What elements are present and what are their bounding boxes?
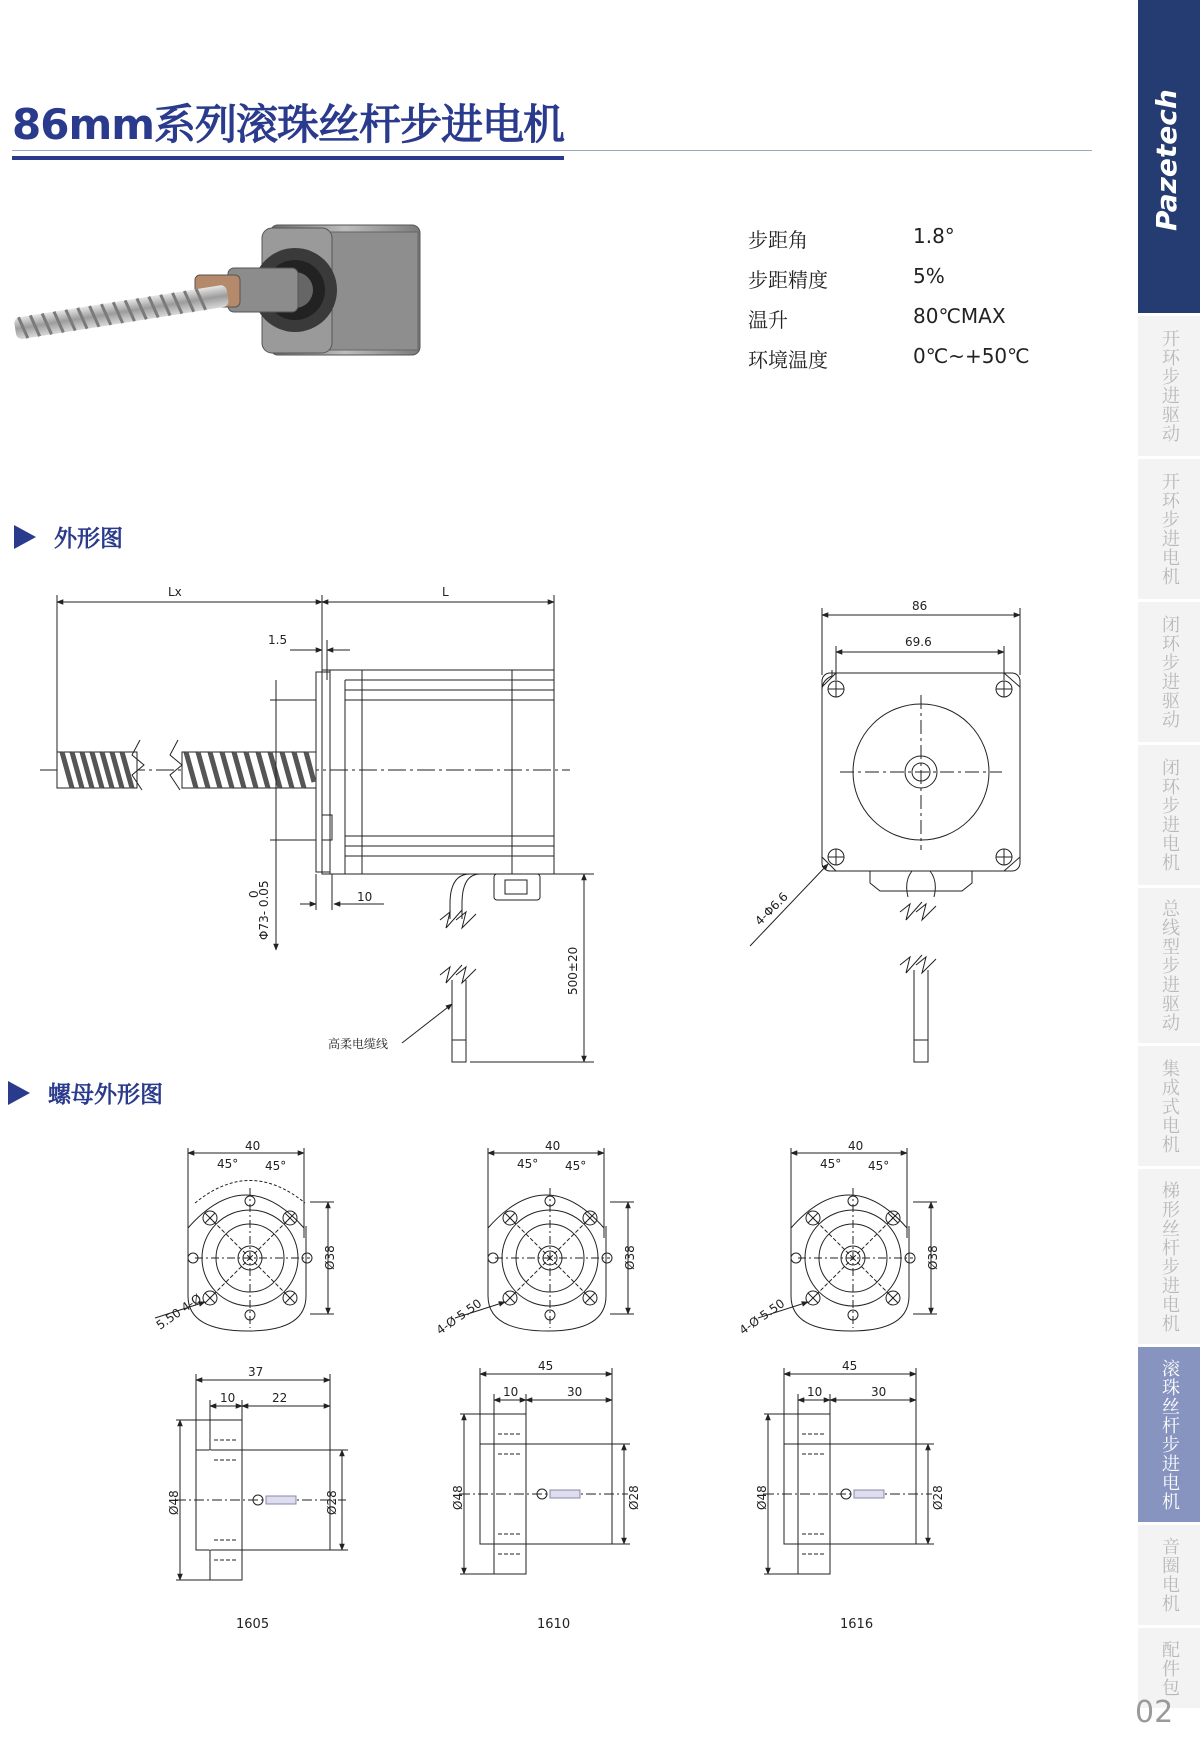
tab-ball-screw-motor[interactable] [1138,1347,1200,1522]
tab-voice-coil-motor[interactable] [1138,1525,1200,1625]
tab-bus-driver[interactable] [1138,888,1200,1043]
nut-length: 37 [248,1365,264,1379]
nut-width: 40 [545,1139,561,1153]
nut-side-view [176,1374,348,1580]
nut-length: 45 [842,1359,858,1373]
nut-model: 1616 [840,1617,874,1632]
sidebar-tabs [1138,316,1200,1711]
nut-angle: 45° [820,1157,842,1171]
section-title: 外形图 [54,526,123,552]
tab-label: 闭环步进电机 [1159,758,1180,872]
nut-bolt-circle: Ø38 [323,1245,337,1270]
nut-width: 40 [848,1139,864,1153]
spec-label: 步距精度 [748,268,828,292]
spec-value: 80℃MAX [913,304,1006,328]
tab-open-loop-motor[interactable] [1138,459,1200,599]
nut-angle: 45° [265,1159,287,1173]
tab-label: 总线型步进驱动 [1159,899,1180,1032]
dim-86: 86 [912,599,928,613]
nut-front-view [758,1148,937,1331]
tab-label: 开环步进电机 [1159,472,1180,586]
nut-flange-dia: Ø48 [755,1485,769,1510]
dim-holes: 4-Φ6.6 [752,889,791,929]
tab-trapezoidal-screw-motor[interactable] [1138,1169,1200,1344]
nut-holes: 5.50 4-Ø [153,1291,205,1333]
spec-value: 0℃~+50℃ [913,344,1030,368]
tab-integrated-motor[interactable] [1138,1046,1200,1166]
nut-angle: 45° [217,1157,239,1171]
dim-phi73-upper: 0 [247,890,261,898]
nut-bolt-circle: Ø38 [623,1245,637,1270]
page-number: 02 [1135,1695,1174,1730]
nut-body: 22 [272,1391,288,1405]
nut-width: 40 [245,1139,261,1153]
dim-10: 10 [357,890,373,904]
outline-front-view [750,608,1020,1062]
tab-closed-loop-motor[interactable] [1138,745,1200,885]
nut-angle: 45° [565,1159,587,1173]
dim-1-5: 1.5 [268,633,288,647]
outline-side-view [40,595,594,1062]
brand-logo: Pazetech [1150,89,1183,231]
dim-phi73: Φ73- 0.05 [257,880,271,940]
nut-front-view [455,1148,634,1331]
nut-length: 45 [538,1359,554,1373]
nut-flange-dia: Ø48 [167,1490,181,1515]
nut-body-dia: Ø28 [931,1485,945,1510]
nut-body-dia: Ø28 [627,1485,641,1510]
nut-angle: 45° [868,1159,890,1173]
nut-flange: 10 [503,1385,519,1399]
nut-body: 30 [871,1385,887,1399]
spec-value: 1.8° [913,224,955,248]
tab-closed-loop-driver[interactable] [1138,602,1200,742]
nut-flange: 10 [220,1391,236,1405]
nut-flange: 10 [807,1385,823,1399]
spec-value: 5% [913,264,945,288]
tab-label: 滚珠丝杆步进电机 [1159,1358,1180,1511]
nut-model: 1605 [236,1617,270,1632]
cable-label: 高柔电缆线 [328,1037,389,1051]
page-title: 86mm系列滚珠丝杆步进电机 [12,92,564,160]
nut-side-view [460,1368,630,1574]
nut-holes: 4-Ø 5.50 [736,1296,788,1338]
nut-holes: 4-Ø 5.50 [433,1296,485,1338]
spec-label: 步距角 [748,228,808,252]
section-title: 螺母外形图 [48,1082,163,1108]
nut-body: 30 [567,1385,583,1399]
dim-l: L [442,585,449,599]
tab-label: 集成式电机 [1159,1058,1180,1154]
tab-label: 闭环步进驱动 [1159,615,1180,729]
nut-bolt-circle: Ø38 [926,1245,940,1270]
dim-69-6: 69.6 [905,635,932,649]
product-photo [14,225,420,355]
spec-label: 温升 [748,308,788,332]
dim-lx: Lx [168,585,182,599]
tab-label: 开环步进驱动 [1159,329,1180,443]
nut-model: 1610 [537,1617,571,1632]
nut-side-view [764,1368,934,1574]
nut-body-dia: Ø28 [325,1490,339,1515]
tab-label: 梯形丝杆步进电机 [1159,1180,1180,1333]
tab-open-loop-driver[interactable] [1138,316,1200,456]
tab-label: 配件包 [1159,1639,1180,1697]
tab-label: 音圈电机 [1159,1537,1180,1613]
dim-cable-length: 500±20 [566,946,580,995]
nut-flange-dia: Ø48 [451,1485,465,1510]
nut-angle: 45° [517,1157,539,1171]
spec-label: 环境温度 [748,348,828,372]
